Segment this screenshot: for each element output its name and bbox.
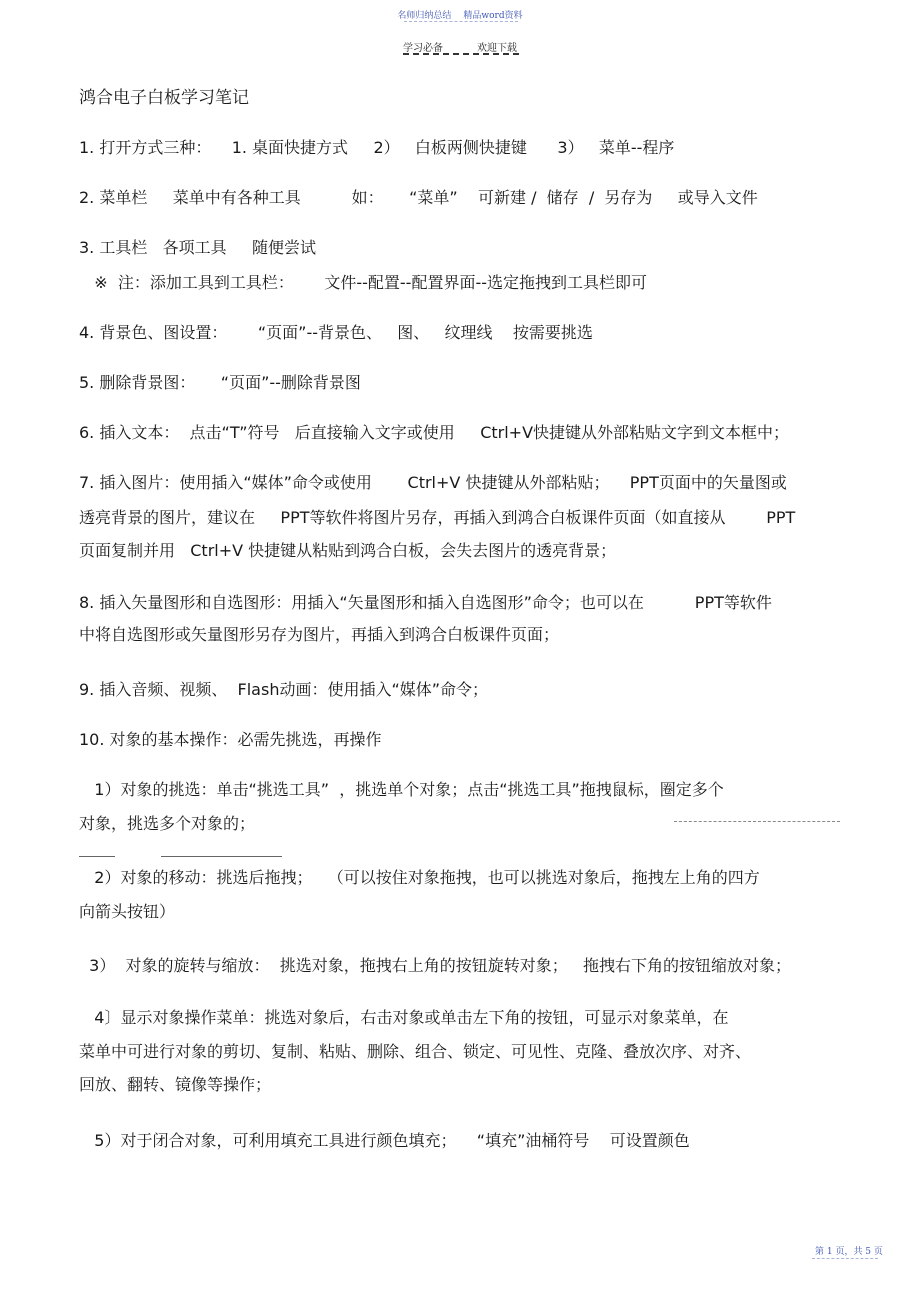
header-subtitle bbox=[403, 39, 517, 54]
wavy-underline bbox=[674, 821, 840, 822]
text-line: 3） 对象的旋转与缩放： 挑选对象，拖拽右上角的按钮旋转对象； 拖拽右下角的按钮缩放对象； bbox=[79, 956, 791, 975]
text-line: 2. 菜单栏 菜单中有各种工具 如： “菜单” 可新建 / 储存 / 另存为 或导入文件 bbox=[79, 188, 758, 207]
text-line: 2）对象的移动：挑选后拖拽； （可以按住对象拖拽，也可以挑选对象后，拖拽左上角的四方 bbox=[79, 868, 760, 887]
text-line: 透亮背景的图片，建议在 PPT等软件将图片另存，再插入到鸿合白板课件页面（如直接从 PPT bbox=[79, 508, 796, 527]
text-line: 6. 插入文本： 点击“T”符号 后直接输入文字或使用 Ctrl+V快捷键从外部粘贴文字到文本框中； bbox=[79, 423, 790, 442]
text-line: 10. 对象的基本操作：必需先挑选，再操作 bbox=[79, 730, 382, 749]
header-sub-left: 学习必备 bbox=[403, 43, 443, 54]
header-sub-right: 欢迎下载 bbox=[477, 43, 517, 54]
header-sub-divider bbox=[403, 53, 519, 55]
text-line: 3. 工具栏 各项工具 随便尝试 bbox=[79, 238, 317, 257]
text-line: 向箭头按钮） bbox=[79, 902, 176, 921]
header-divider bbox=[404, 21, 518, 22]
text-line: 中将自选图形或矢量图形另存为图片，再插入到鸿合白板课件页面； bbox=[79, 625, 560, 644]
text-line: 7. 插入图片：使用插入“媒体”命令或使用 Ctrl+V 快捷键从外部粘贴； PPT页面中的矢量图或 bbox=[79, 473, 787, 492]
text-line: 回放、翻转、镜像等操作； bbox=[79, 1075, 272, 1094]
footer-divider bbox=[812, 1258, 878, 1259]
document-title: 鸿合电子白板学习笔记 bbox=[79, 88, 249, 108]
text-line: 8. 插入矢量图形和自选图形：用插入“矢量图形和插入自选图形”命令；也可以在 PPT等软件 bbox=[79, 593, 772, 612]
text-line: 页面复制并用 Ctrl+V 快捷键从粘贴到鸿合白板，会失去图片的透亮背景； bbox=[79, 541, 617, 560]
text-line: 5）对于闭合对象，可利用填充工具进行颜色填充； “填充”油桶符号 可设置颜色 bbox=[79, 1131, 690, 1150]
text-line: 5. 删除背景图： “页面”--删除背景图 bbox=[79, 373, 361, 392]
text-line: 4. 背景色、图设置： “页面”--背景色、 图、 纹理线 按需要挑选 bbox=[79, 323, 593, 342]
text-line: 对象，挑选多个对象的； bbox=[79, 814, 256, 833]
text-line: ※ 注：添加工具到工具栏： 文件--配置--配置界面--选定拖拽到工具栏即可 bbox=[79, 273, 647, 292]
text-line: 1）对象的挑选：单击“挑选工具” ，挑选单个对象；点击“挑选工具”拖拽鼠标，圈定多个 bbox=[79, 780, 724, 799]
text-line: 1. 打开方式三种： 1. 桌面快捷方式 2） 白板两侧快捷键 3） 菜单--程序 bbox=[79, 138, 675, 157]
header-note-right: 精品word资料 bbox=[463, 11, 523, 21]
header-note bbox=[0, 8, 920, 21]
text-line: 4〕显示对象操作菜单：挑选对象后，右击对象或单击左下角的按钮，可显示对象菜单，在 bbox=[79, 1008, 729, 1027]
text-line: 菜单中可进行对象的剪切、复制、粘贴、删除、组合、锁定、可见性、克隆、叠放次序、对齐、 bbox=[79, 1042, 752, 1061]
page-number: 第 1 页，共 5 页 bbox=[815, 1247, 883, 1257]
header-note-left: 名师归纳总结 bbox=[397, 11, 452, 21]
horizontal-rule bbox=[79, 856, 115, 857]
horizontal-rule bbox=[161, 856, 282, 857]
text-line: 9. 插入音频、视频、 Flash动画：使用插入“媒体”命令； bbox=[79, 680, 489, 699]
